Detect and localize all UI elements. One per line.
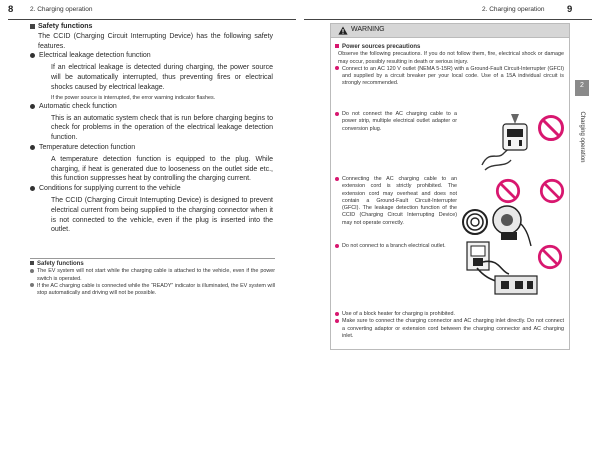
prohibited-icon bbox=[539, 178, 565, 204]
warning-heading: Power sources precautions bbox=[335, 44, 564, 51]
safety-intro: The CCID (Charging Circuit Interrupting Device) has the following safety features. bbox=[38, 32, 273, 50]
feature-title: Automatic check function bbox=[30, 102, 273, 112]
left-page-number: 8 bbox=[8, 4, 14, 15]
footnote-item: The EV system will not start while the charging cable is attached to the vehicle, even if the power switch is operated. bbox=[30, 268, 275, 283]
safety-heading: Safety functions bbox=[30, 22, 273, 32]
bullet-icon bbox=[335, 312, 339, 316]
prohibited-icon bbox=[537, 114, 565, 142]
footnote-section bbox=[30, 261, 275, 297]
footnote-heading: Safety functions bbox=[30, 261, 275, 268]
footnote-item: If the AC charging cable is connected while the “READY” indicator is illuminated, the EV system will stop automatically and driving will not be possible. bbox=[30, 283, 275, 298]
warning-box bbox=[330, 23, 570, 350]
warning-item: Connect to an AC 120 V outlet (NEMA 5-15R) with a Ground-Fault Circuit-Interrupter (GFCI) and supplied by a circuit breaker per your local code. Use of a 15A individual circuit is strongly recommended. bbox=[335, 66, 564, 88]
warning-label: WARNING bbox=[351, 26, 385, 33]
prohibited-icon bbox=[495, 178, 521, 204]
feature-body: The CCID (Charging Circuit Interrupting Device) is designed to prevent electrical current from being supplied to the charging connector when it is not connected to the vehicle, even if the plug is inserted into the outlet. bbox=[51, 197, 273, 234]
bullet-icon bbox=[335, 112, 339, 116]
bullet-icon bbox=[30, 269, 34, 273]
warning-content bbox=[335, 44, 564, 88]
warning-item: Use of a block heater for charging is prohibited. bbox=[335, 311, 564, 318]
bullet-icon bbox=[30, 186, 35, 191]
bullet-icon bbox=[335, 244, 339, 248]
bullet-icon bbox=[30, 283, 34, 287]
warning-item: Do not connect to a branch electrical outlet. bbox=[335, 243, 457, 250]
safety-section bbox=[30, 22, 273, 235]
right-header-title: 2. Charging operation bbox=[482, 6, 545, 13]
warning-item: Make sure to connect the charging connector and AC charging inlet directly. Do not connect a converting adaptor or extension cord between the charging connector and AC charging inlet. bbox=[335, 318, 564, 340]
prohibited-icon bbox=[537, 244, 563, 270]
bullet-icon bbox=[335, 319, 339, 323]
bullet-icon bbox=[335, 177, 339, 181]
warning-label-bar bbox=[331, 24, 569, 38]
power-strip-illustration bbox=[477, 110, 537, 172]
section-square-icon bbox=[335, 44, 339, 48]
feature-title: Conditions for supplying current to the vehicle bbox=[30, 184, 273, 194]
feature-note: If the power source is interrupted, the error warning indicator flashes. bbox=[51, 94, 216, 101]
bullet-icon bbox=[335, 66, 339, 70]
branch-outlet-illustration bbox=[465, 240, 541, 302]
left-header-title: 2. Charging operation bbox=[30, 6, 93, 13]
warning-item: Do not connect the AC charging cable to a power strip, multiple electrical outlet adapter or conversion plug. bbox=[335, 111, 457, 133]
bullet-icon bbox=[30, 53, 35, 58]
right-header-rule bbox=[304, 19, 592, 20]
right-page bbox=[300, 0, 600, 452]
left-header-rule bbox=[8, 19, 296, 20]
bullet-icon bbox=[30, 104, 35, 109]
feature-body: This is an automatic system check that is run before charging begins to check for problems in the operation of the electrical leakage detection function. bbox=[51, 114, 273, 142]
section-square-icon bbox=[30, 261, 34, 265]
feature-body: If an electrical leakage is detected during charging, the power source will be automatically interrupted, thus preventing fires or electrical shocks caused by electrical leakage. bbox=[51, 64, 273, 91]
feature-body: A temperature detection function is equipped to the plug. While charging, if heat is generated due to looseness on the outlet side etc., this function suppresses heat by controlling the charging current. bbox=[51, 155, 273, 183]
section-square-icon bbox=[30, 24, 35, 29]
chapter-number: 2 bbox=[580, 82, 584, 89]
warning-item: Connecting the AC charging cable to an extension cord is strictly prohibited. The extension cord may overheat and does not contain a Ground-Fault Circuit-Interrupter (GFCI). The leakage detection function of the CCID (Charging Circuit Interrupting Device) may not operate correctly. bbox=[335, 176, 457, 227]
warning-intro: Observe the following precautions. If you do not follow them, fire, electrical shock or damage may occur, possibly resulting in death or serious injury. bbox=[338, 51, 564, 65]
footnote-divider bbox=[30, 258, 275, 259]
feature-title: Electrical leakage detection function bbox=[30, 51, 273, 61]
chapter-title: Charging operation bbox=[579, 111, 585, 163]
feature-title: Temperature detection function bbox=[30, 143, 273, 153]
warning-bottom-items bbox=[335, 311, 564, 340]
bullet-icon bbox=[30, 145, 35, 150]
right-page-number: 9 bbox=[567, 4, 573, 15]
warning-triangle-icon bbox=[338, 26, 348, 35]
